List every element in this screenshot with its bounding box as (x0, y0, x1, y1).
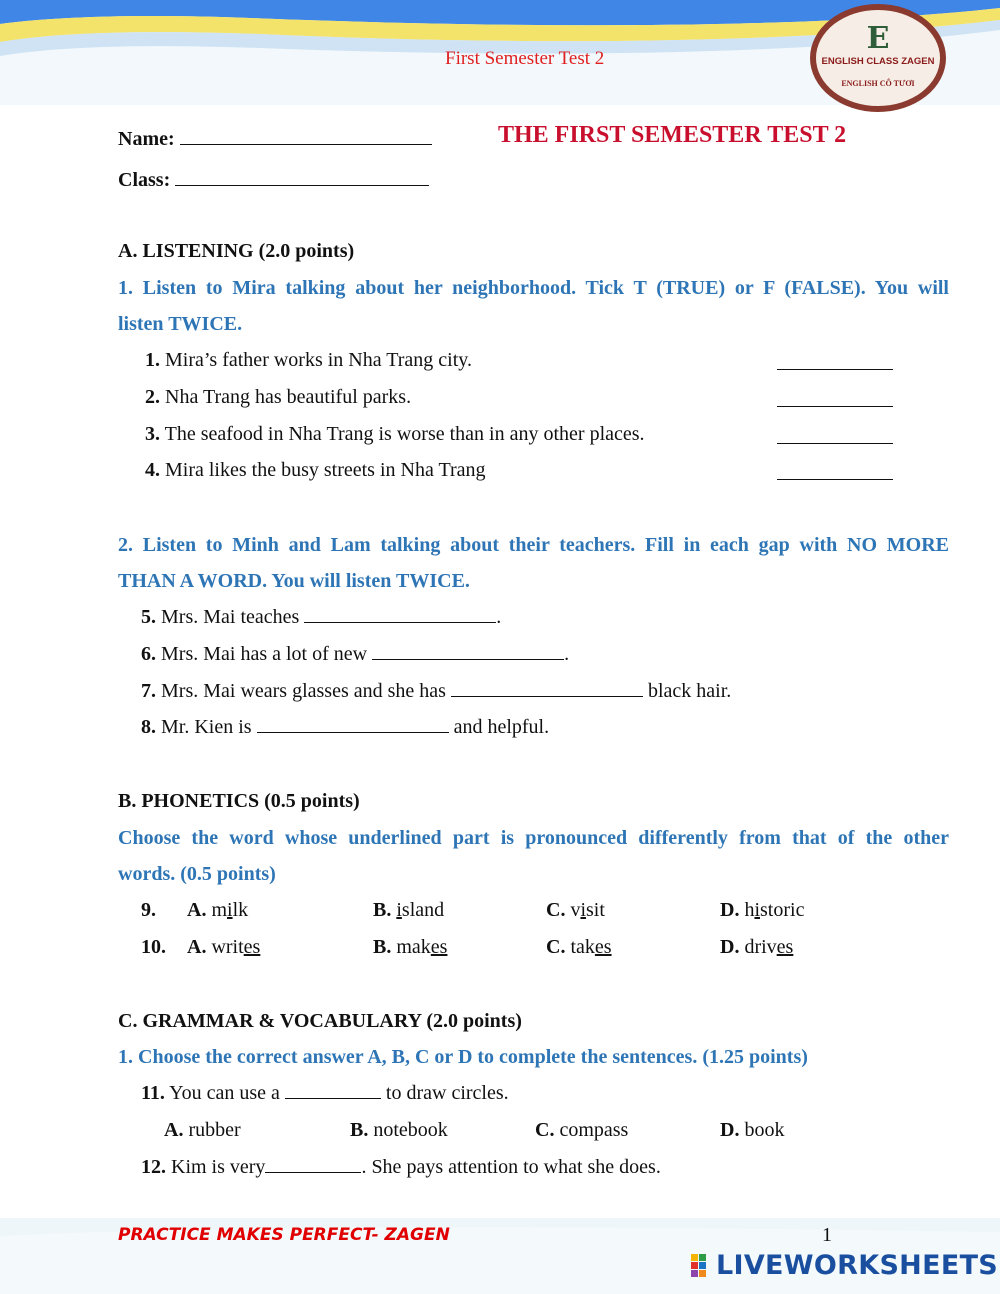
gap-item-8: 8. Mr. Kien is and helpful. (141, 716, 550, 738)
q10-option-c[interactable]: C. takes (546, 936, 612, 958)
q11-blank[interactable] (285, 1082, 381, 1099)
q11-item: 11. You can use a to draw circles. (141, 1082, 509, 1104)
q12-blank[interactable] (265, 1156, 361, 1173)
phonetics-instruction-line1: Choose the word whose underlined part is pronounced differently from that of the other (118, 827, 949, 849)
section-b-heading: B. PHONETICS (0.5 points) (118, 790, 360, 812)
footer-motto: PRACTICE MAKES PERFECT- ZAGEN (118, 1225, 450, 1245)
name-blank[interactable] (180, 126, 432, 145)
gap-item-5: 5. Mrs. Mai teaches . (141, 606, 502, 628)
q10-option-a[interactable]: A. writes (187, 936, 261, 958)
q11-option-c[interactable]: C. compass (535, 1119, 629, 1141)
tf-item-3: 3. The seafood in Nha Trang is worse than in any other places. (145, 423, 645, 445)
gap-blank-7[interactable] (451, 680, 643, 697)
q9-option-b[interactable]: B. island (373, 899, 445, 921)
liveworksheets-brand[interactable] (690, 1250, 998, 1281)
section-c-heading: C. GRAMMAR & VOCABULARY (2.0 points) (118, 1010, 522, 1032)
gap-item-7: 7. Mrs. Mai wears glasses and she has black hair. (141, 680, 732, 702)
header-title: First Semester Test 2 (445, 48, 605, 69)
part2-instruction-line1: 2. Listen to Minh and Lam talking about their teachers. Fill in each gap with NO MORE (118, 534, 949, 556)
q10-option-d[interactable]: D. drives (720, 936, 794, 958)
section-a-heading: A. LISTENING (2.0 points) (118, 240, 355, 262)
svg-text:E: E (866, 21, 890, 56)
liveworksheets-wordmark: LIVEWORKSHEETS (716, 1250, 999, 1281)
gap-blank-8[interactable] (257, 716, 449, 733)
page-number: 1 (822, 1224, 832, 1246)
name-label: Name: (118, 128, 175, 150)
name-field (118, 126, 432, 151)
tf-answer-blank-4[interactable] (777, 459, 893, 480)
q11-option-a[interactable]: A. rubber (164, 1119, 241, 1141)
q10-number: 10. (141, 936, 166, 958)
tf-answer-blank-2[interactable] (777, 386, 893, 407)
q12-item: 12. Kim is very . She pays attention to what she does. (141, 1156, 661, 1178)
part1-instruction-line1: 1. Listen to Mira talking about her neighborhood. Tick T (TRUE) or F (FALSE). You will (118, 277, 949, 299)
phonetics-instruction-line2: words. (0.5 points) (118, 863, 276, 885)
gap-blank-6[interactable] (372, 643, 564, 660)
english-class-zagen-logo (807, 2, 949, 114)
q11-option-b[interactable]: B. notebook (350, 1119, 448, 1141)
class-label: Class: (118, 169, 171, 191)
q9-option-d[interactable]: D. historic (720, 899, 805, 921)
gap-item-6: 6. Mrs. Mai has a lot of new . (141, 643, 570, 665)
q9-number: 9. (141, 899, 156, 921)
q9-option-a[interactable]: A. milk (187, 899, 249, 921)
grammar-instruction: 1. Choose the correct answer A, B, C or D to complete the sentences. (1.25 points) (118, 1046, 808, 1068)
class-field (118, 167, 429, 192)
tf-answer-blank-3[interactable] (777, 423, 893, 444)
q11-option-d[interactable]: D. book (720, 1119, 785, 1141)
svg-text:ENGLISH CÔ TƯƠI: ENGLISH CÔ TƯƠI (841, 79, 915, 88)
svg-text:ENGLISH CLASS ZAGEN: ENGLISH CLASS ZAGEN (821, 56, 935, 67)
q9-option-c[interactable]: C. visit (546, 899, 605, 921)
tf-item-2: 2. Nha Trang has beautiful parks. (145, 386, 412, 408)
liveworksheets-icon (690, 1253, 716, 1279)
tf-answer-blank-1[interactable] (777, 349, 893, 370)
class-blank[interactable] (175, 167, 429, 186)
part1-instruction-line2: listen TWICE. (118, 313, 243, 335)
part2-instruction-line2: THAN A WORD. You will listen TWICE. (118, 570, 470, 592)
test-title: THE FIRST SEMESTER TEST 2 (498, 122, 847, 148)
tf-item-4: 4. Mira likes the busy streets in Nha Trang (145, 459, 486, 481)
gap-blank-5[interactable] (304, 606, 496, 623)
tf-item-1: 1. Mira’s father works in Nha Trang city. (145, 349, 472, 371)
q10-option-b[interactable]: B. makes (373, 936, 448, 958)
